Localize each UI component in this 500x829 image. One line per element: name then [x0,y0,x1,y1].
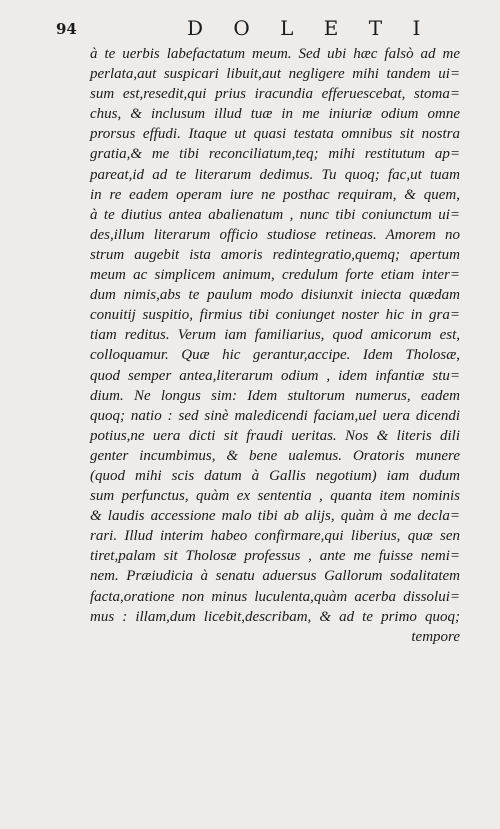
page-number: 94 [56,20,77,38]
text-line: genter incumbimus, & bene ualemus. Oratoris munere [90,447,460,464]
text-line: perlata,aut suspicari libuit,aut negligere mihi tandem ui= [90,66,460,83]
text-line: & laudis accessione malo tibi ab alijs, quàm à me decla= [90,508,460,525]
text-line: facta,oratione non minus luculenta,quàm acerba dissolui= [90,588,460,605]
catchword: tempore [411,628,460,645]
running-head: D O L E T I [187,16,433,40]
text-line: à te uerbis labefactatum meum. Sed ubi hæc falsò ad me [90,46,460,62]
text-line: à te diutius antea abalienatum , nunc tibi coniunctum ui= [90,206,460,223]
text-line: colloquamur. Quæ hic gerantur,accipe. Idem Tholosæ, [90,347,460,364]
text-line: in re eadem operam iure ne posthac requiram, & quem, [90,186,460,203]
text-line: rari. Illud interim habeo confirmare,qui liberius, quæ sen [90,528,460,545]
text-line: meum ac simplicem animum, credulum forte etiam inter= [90,267,460,284]
text-line: quod semper antea,literarum odium , idem infantiæ stu= [90,367,460,384]
text-line: dum nimis,abs te paulum modo disiunxit iniecta quædam [90,287,460,304]
text-line: conuitij suspitio, firmius tibi coniunget noster hic in gra= [90,307,460,324]
text-line: chus, & inclusum illud tuæ in me iniuriæ odium omne [90,106,460,123]
text-line: mus : illam,dum licebit,describam, & ad te primo quoq; [90,608,460,625]
page-header [56,16,452,42]
text-line: quoq; natio : sed sinè maledicendi faciam,uel uera dicendi [90,407,460,424]
text-line: dium. Ne longus sim: Idem stultorum numerus, eadem [90,387,460,404]
text-line: gratia,& me tibi reconciliatum,teq; mihi restitutum ap= [90,146,460,163]
text-line: strum augebit ista amoris redintegratio,quemq; apertum [90,246,460,263]
text-line: tiam reditus. Verum iam familiarius, quod amicorum est, [90,327,460,344]
text-line: potius,ne uera dicti sit fraudi ueritas. Nos & literis dili [90,427,460,444]
text-line: tiret,palam sit Tholosæ professus , ante me fuisse nemi= [90,548,460,565]
text-line: (quod mihi scis datum à Gallis negotium) iam dudum [90,467,460,484]
text-line: des,illum literarum officio studiose retineas. Amorem no [90,226,460,243]
text-line: nem. Præiudicia à senatu aduersus Gallorum sodalitatem [90,568,460,585]
text-line: pareat,id ad te literarum dedimus. Tu quoq; fac,ut tuam [90,166,460,183]
text-line: prorsus effudi. Itaque ut quasi testata omnibus sit nostra [90,126,460,143]
text-line: sum perfunctus, quàm ex sententia , quanta item nominis [90,488,460,505]
body-text [90,44,460,647]
text-line: sum est,resedit,qui prius iracundia efferuescebat, stoma= [90,86,460,103]
